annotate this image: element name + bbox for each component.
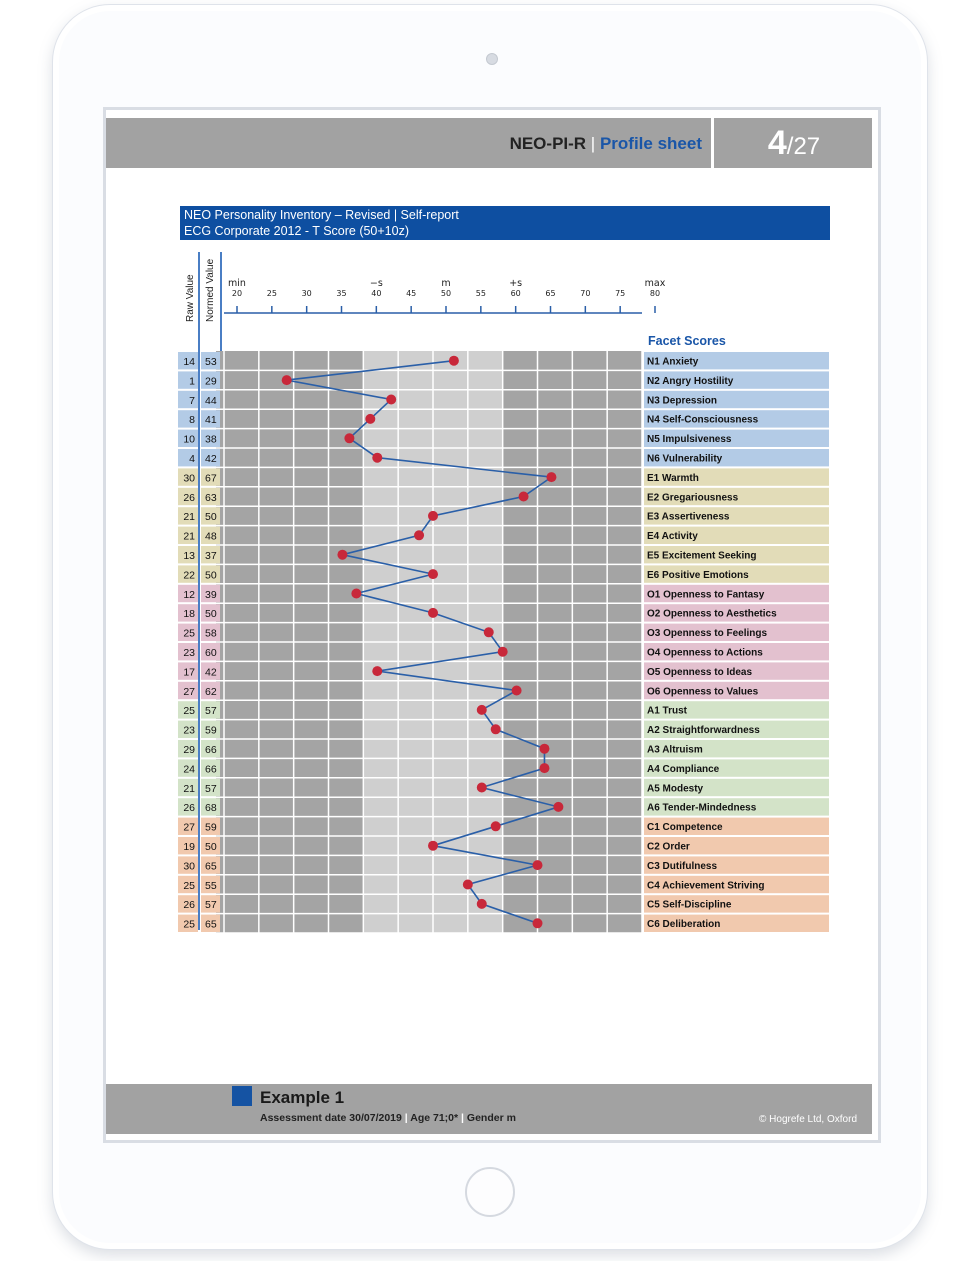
raw-value: 23 bbox=[183, 724, 195, 737]
profile-point bbox=[365, 414, 375, 424]
profile-point bbox=[428, 511, 438, 521]
normed-value: 66 bbox=[205, 744, 217, 756]
facet-label: N2 Angry Hostility bbox=[647, 375, 734, 387]
profile-point bbox=[484, 627, 494, 637]
facet-label: C1 Competence bbox=[647, 822, 723, 834]
raw-value: 27 bbox=[183, 685, 195, 698]
profile-point bbox=[477, 899, 487, 909]
scale-tick-label: 50 bbox=[440, 289, 452, 298]
normed-value: 55 bbox=[205, 879, 217, 892]
raw-cell bbox=[178, 449, 198, 466]
profile-point bbox=[519, 492, 529, 502]
normed-value: 50 bbox=[205, 569, 217, 582]
normed-value: 57 bbox=[205, 782, 217, 795]
scale-tick-label: 60 bbox=[510, 289, 521, 298]
meta-sep-2: | bbox=[461, 1112, 464, 1124]
profile-point bbox=[282, 375, 292, 385]
profile-point bbox=[449, 356, 459, 366]
normed-value: 67 bbox=[205, 472, 217, 485]
profile-point bbox=[553, 802, 563, 812]
profile-point bbox=[533, 860, 543, 870]
normed-value: 60 bbox=[205, 647, 217, 659]
scale-tick-label: 40 bbox=[371, 289, 382, 298]
raw-value: 8 bbox=[189, 414, 195, 427]
normed-value: 59 bbox=[205, 821, 217, 834]
raw-value: 19 bbox=[183, 841, 195, 853]
facet-label: O3 Openness to Feelings bbox=[647, 628, 768, 640]
normed-value: 37 bbox=[205, 550, 217, 562]
profile-point bbox=[512, 686, 522, 696]
facet-label: N6 Vulnerability bbox=[647, 453, 723, 465]
scale-tick-label: 65 bbox=[545, 289, 556, 298]
profile-point bbox=[428, 608, 438, 618]
scale-marker-label: min bbox=[228, 278, 246, 289]
facet-label: E5 Excitement Seeking bbox=[647, 550, 757, 562]
footer-bar bbox=[106, 1084, 872, 1134]
raw-cell bbox=[178, 371, 198, 388]
facet-label: A3 Altruism bbox=[647, 744, 703, 756]
facet-label: A1 Trust bbox=[647, 705, 688, 717]
raw-value-label: Raw Value bbox=[185, 274, 196, 322]
facet-label: E6 Positive Emotions bbox=[647, 569, 749, 581]
scale-tick-label: 75 bbox=[615, 289, 626, 298]
raw-value: 1 bbox=[189, 375, 195, 388]
normed-value: 39 bbox=[205, 588, 217, 601]
normed-value: 57 bbox=[205, 899, 217, 912]
raw-value: 17 bbox=[183, 666, 195, 679]
profile-point bbox=[414, 530, 424, 540]
raw-value: 26 bbox=[183, 491, 195, 504]
raw-value: 4 bbox=[189, 453, 195, 465]
normed-value-label: Normed Value bbox=[205, 258, 216, 322]
normed-value: 57 bbox=[205, 705, 217, 718]
facet-label: C4 Achievement Striving bbox=[647, 880, 765, 892]
raw-value: 23 bbox=[183, 647, 195, 659]
footer-square-icon bbox=[232, 1086, 252, 1106]
raw-value: 12 bbox=[183, 588, 195, 601]
raw-value: 24 bbox=[183, 763, 195, 776]
raw-value: 21 bbox=[183, 511, 195, 524]
scale-tick-label: 25 bbox=[266, 289, 277, 298]
facet-scores-heading: Facet Scores bbox=[648, 334, 726, 348]
profile-point bbox=[344, 433, 354, 443]
scale-tick-label: 70 bbox=[580, 289, 591, 298]
normed-value: 50 bbox=[205, 841, 217, 853]
footer-meta bbox=[260, 1112, 516, 1124]
facet-label: N5 Impulsiveness bbox=[647, 434, 732, 446]
normed-value: 42 bbox=[205, 666, 217, 679]
profile-point bbox=[533, 918, 543, 928]
normed-value: 62 bbox=[205, 685, 217, 698]
raw-value: 30 bbox=[183, 860, 195, 873]
facet-label: C3 Dutifulness bbox=[647, 860, 718, 872]
profile-point bbox=[539, 763, 549, 773]
banner-line-2: ECG Corporate 2012 - T Score (50+10z) bbox=[184, 224, 409, 238]
facet-label: C2 Order bbox=[647, 841, 690, 853]
facet-label: O4 Openness to Actions bbox=[647, 647, 763, 659]
raw-cell bbox=[178, 391, 198, 408]
profile-point bbox=[351, 589, 361, 599]
scale-tick-label: 20 bbox=[231, 289, 243, 298]
normed-value: 48 bbox=[205, 530, 217, 543]
profile-point bbox=[428, 841, 438, 851]
normed-value: 44 bbox=[205, 394, 217, 407]
scale-tick-label: 80 bbox=[649, 289, 661, 298]
raw-value: 25 bbox=[183, 705, 195, 718]
raw-value: 25 bbox=[183, 879, 195, 892]
normed-value: 29 bbox=[205, 375, 217, 388]
footer-name: Example 1 bbox=[260, 1088, 345, 1107]
title-separator: | bbox=[590, 134, 596, 153]
title-text: NEO-PI-R bbox=[509, 134, 587, 153]
page-slash: / bbox=[786, 133, 794, 160]
raw-value: 21 bbox=[183, 782, 195, 795]
normed-value: 63 bbox=[205, 491, 217, 504]
facet-label: A6 Tender-Mindedness bbox=[647, 802, 757, 814]
normed-value: 58 bbox=[205, 627, 217, 640]
copyright: © Hogrefe Ltd, Oxford bbox=[759, 1114, 857, 1125]
scale-tick-label: 30 bbox=[301, 289, 312, 298]
normed-value: 68 bbox=[205, 802, 217, 815]
scale-tick-label: 55 bbox=[475, 289, 486, 298]
raw-value: 21 bbox=[183, 530, 195, 543]
raw-value: 13 bbox=[183, 550, 195, 562]
profile-point bbox=[491, 724, 501, 734]
normed-value: 41 bbox=[205, 414, 217, 427]
profile-point bbox=[498, 647, 508, 657]
scale-marker-label: max bbox=[644, 278, 666, 289]
scale-marker-label: +s bbox=[509, 278, 523, 289]
assessment-date: Assessment date 30/07/2019 bbox=[260, 1112, 402, 1124]
normed-value: 50 bbox=[205, 511, 217, 524]
profile-point bbox=[477, 705, 487, 715]
profile-point bbox=[463, 880, 473, 890]
raw-cell bbox=[178, 410, 198, 427]
gender: Gender m bbox=[466, 1112, 516, 1124]
normed-value: 42 bbox=[205, 453, 217, 465]
normed-value: 53 bbox=[205, 356, 217, 368]
raw-value: 18 bbox=[183, 608, 195, 621]
profile-point bbox=[386, 395, 396, 405]
facet-label: N4 Self-Consciousness bbox=[647, 414, 759, 426]
raw-value: 30 bbox=[183, 472, 195, 485]
raw-value: 25 bbox=[183, 918, 195, 931]
page-current: 4 bbox=[767, 124, 787, 162]
banner-line-1: NEO Personality Inventory – Revised | Self-report bbox=[184, 208, 459, 222]
raw-value: 29 bbox=[183, 744, 195, 756]
age: Age 71;0* bbox=[410, 1112, 459, 1124]
profile-point bbox=[372, 666, 382, 676]
profile-point bbox=[337, 550, 347, 560]
facet-label: E1 Warmth bbox=[647, 472, 699, 484]
facet-label: N1 Anxiety bbox=[647, 356, 699, 368]
facet-label: C5 Self-Discipline bbox=[647, 899, 732, 911]
profile-point bbox=[491, 821, 501, 831]
raw-value: 7 bbox=[189, 394, 195, 407]
raw-value: 22 bbox=[183, 569, 195, 582]
scale-tick-label: 35 bbox=[336, 289, 347, 298]
normed-value: 59 bbox=[205, 724, 217, 737]
profile-point bbox=[428, 569, 438, 579]
facet-label: E2 Gregariousness bbox=[647, 492, 739, 504]
scale-marker-label: m bbox=[441, 278, 451, 289]
title-subtitle: Profile sheet bbox=[599, 134, 702, 153]
raw-value: 27 bbox=[183, 821, 195, 834]
normed-value: 65 bbox=[205, 860, 217, 873]
profile-point bbox=[477, 783, 487, 793]
meta-sep-1: | bbox=[404, 1112, 408, 1124]
facet-label: O1 Openness to Fantasy bbox=[647, 589, 765, 601]
profile-point bbox=[539, 744, 549, 754]
raw-value: 10 bbox=[183, 433, 195, 446]
facet-label: E3 Assertiveness bbox=[647, 511, 730, 523]
facet-label: A2 Straightforwardness bbox=[647, 725, 760, 737]
scale-marker-label: −s bbox=[369, 278, 383, 289]
page-total: 27 bbox=[793, 133, 821, 160]
raw-value: 25 bbox=[183, 627, 195, 640]
normed-value: 38 bbox=[205, 433, 217, 446]
facet-label: N3 Depression bbox=[647, 395, 718, 407]
facet-label: C6 Deliberation bbox=[647, 919, 721, 931]
facet-label: O6 Openness to Values bbox=[647, 686, 759, 698]
normed-value: 66 bbox=[205, 763, 217, 776]
profile-point bbox=[546, 472, 556, 482]
facet-label: O2 Openness to Aesthetics bbox=[647, 608, 777, 620]
raw-value: 26 bbox=[183, 899, 195, 912]
facet-label: A5 Modesty bbox=[647, 783, 704, 795]
profile-point bbox=[372, 453, 382, 463]
normed-value: 50 bbox=[205, 608, 217, 621]
raw-value: 26 bbox=[183, 802, 195, 815]
scale-tick-label: 45 bbox=[406, 289, 417, 298]
normed-value: 65 bbox=[205, 918, 217, 931]
facet-label: A4 Compliance bbox=[647, 763, 720, 775]
facet-label: E4 Activity bbox=[647, 531, 698, 543]
raw-value: 14 bbox=[183, 356, 195, 368]
facet-label: O5 Openness to Ideas bbox=[647, 666, 753, 678]
